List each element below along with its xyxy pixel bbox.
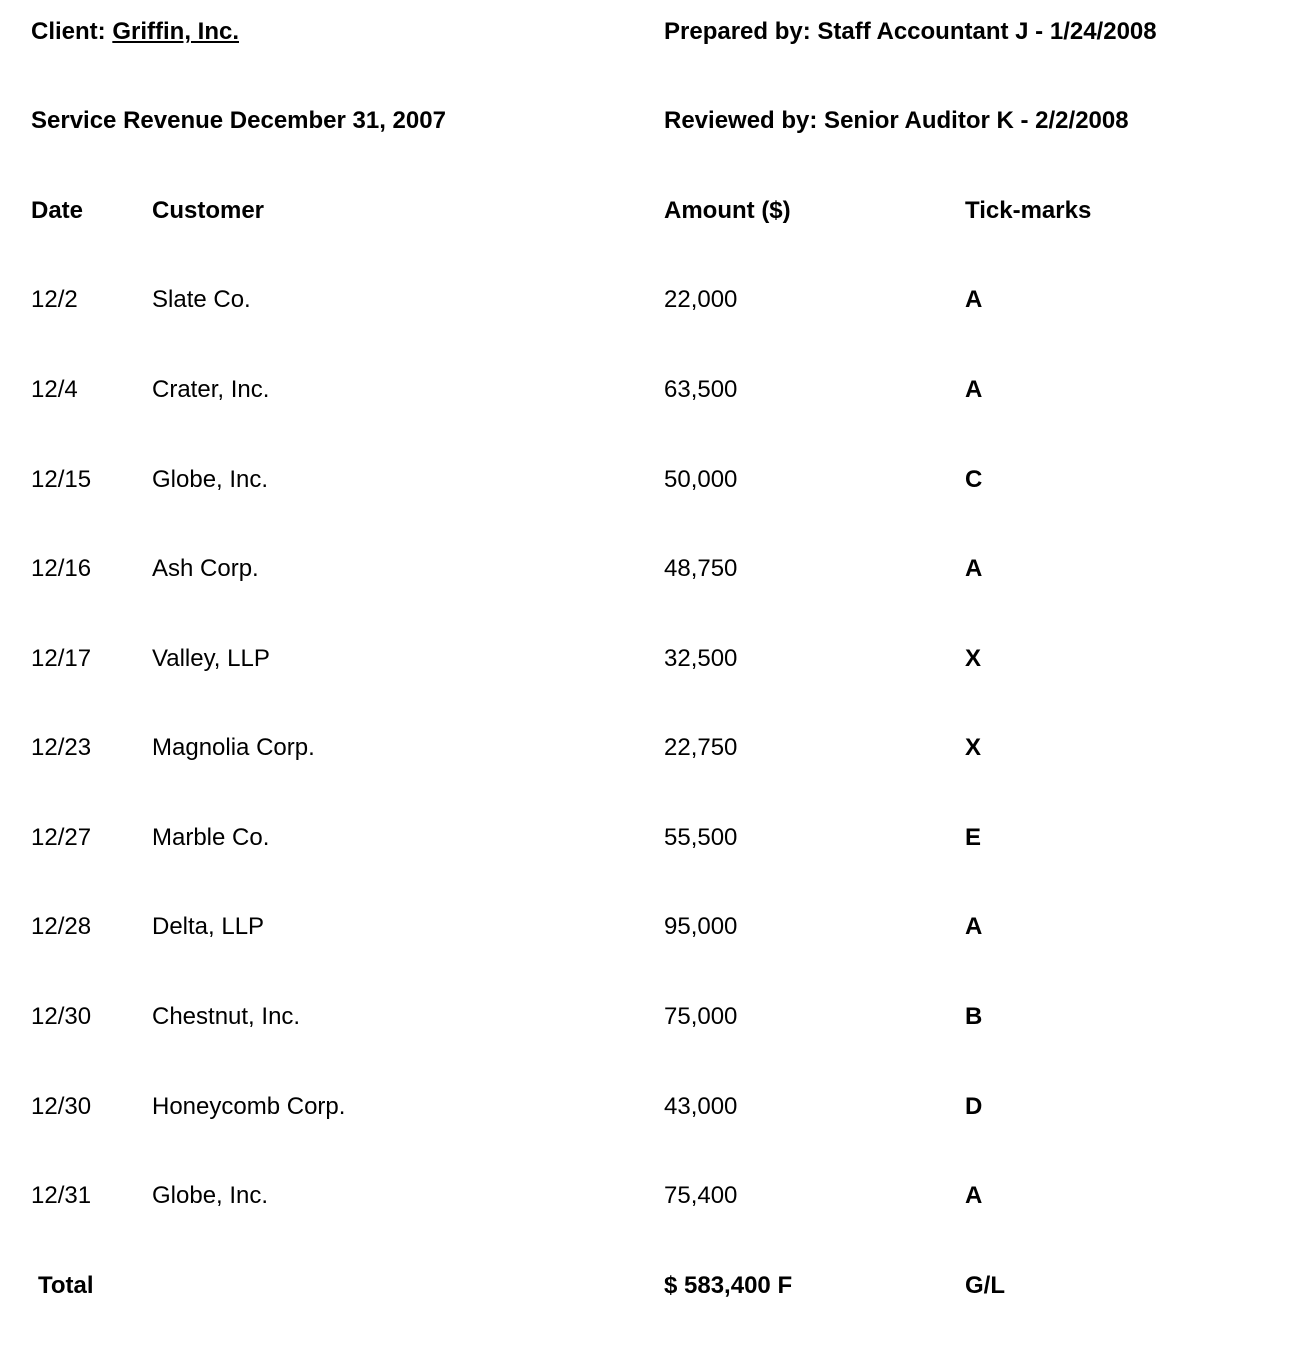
- row-date: 12/23: [31, 734, 92, 761]
- total-tickmark: G/L: [965, 1272, 1005, 1299]
- row-customer: Globe, Inc.: [152, 466, 269, 493]
- row-date: 12/15: [31, 466, 92, 493]
- row-date: 12/30: [31, 1003, 92, 1030]
- row-customer: Delta, LLP: [152, 913, 265, 940]
- client-label: Client:: [31, 18, 113, 45]
- row-tickmark: E: [965, 824, 982, 851]
- total-amount: $ 583,400 F: [664, 1272, 793, 1299]
- row-customer: Ash Corp.: [152, 555, 259, 582]
- row-amount: 75,400: [664, 1182, 738, 1209]
- client-name: Griffin, Inc.: [112, 18, 239, 45]
- row-amount: 43,000: [664, 1093, 738, 1120]
- row-tickmark: X: [965, 645, 982, 672]
- row-date: 12/31: [31, 1182, 92, 1209]
- row-amount: 48,750: [664, 555, 738, 582]
- row-tickmark: B: [965, 1003, 983, 1030]
- row-date: 12/2: [31, 286, 78, 313]
- row-customer: Chestnut, Inc.: [152, 1003, 301, 1030]
- row-tickmark: X: [965, 734, 982, 761]
- row-amount: 95,000: [664, 913, 738, 940]
- row-customer: Slate Co.: [152, 286, 251, 313]
- column-header-customer: Customer: [152, 197, 265, 224]
- row-amount: 22,750: [664, 734, 738, 761]
- column-header-date: Date: [31, 197, 84, 224]
- row-tickmark: A: [965, 1182, 983, 1209]
- row-customer: Marble Co.: [152, 824, 270, 851]
- row-customer: Valley, LLP: [152, 645, 270, 672]
- row-tickmark: A: [965, 286, 983, 313]
- row-tickmark: A: [965, 376, 983, 403]
- row-tickmark: C: [965, 466, 983, 493]
- row-date: 12/16: [31, 555, 92, 582]
- row-date: 12/27: [31, 824, 92, 851]
- row-date: 12/28: [31, 913, 92, 940]
- row-date: 12/30: [31, 1093, 92, 1120]
- row-amount: 55,500: [664, 824, 738, 851]
- total-label: Total: [38, 1272, 94, 1299]
- row-customer: Crater, Inc.: [152, 376, 270, 403]
- row-customer: Honeycomb Corp.: [152, 1093, 346, 1120]
- row-customer: Globe, Inc.: [152, 1182, 269, 1209]
- client-line: [31, 18, 239, 46]
- row-amount: 75,000: [664, 1003, 738, 1030]
- row-amount: 63,500: [664, 376, 738, 403]
- row-tickmark: D: [965, 1093, 983, 1120]
- row-customer: Magnolia Corp.: [152, 734, 315, 761]
- row-amount: 32,500: [664, 645, 738, 672]
- document-title: Service Revenue December 31, 2007: [31, 107, 446, 134]
- row-date: 12/17: [31, 645, 92, 672]
- prepared-by: Prepared by: Staff Accountant J - 1/24/2008: [664, 18, 1157, 45]
- column-header-tickmarks: Tick-marks: [965, 197, 1092, 224]
- row-date: 12/4: [31, 376, 78, 403]
- row-amount: 22,000: [664, 286, 738, 313]
- row-tickmark: A: [965, 555, 983, 582]
- row-amount: 50,000: [664, 466, 738, 493]
- reviewed-by: Reviewed by: Senior Auditor K - 2/2/2008: [664, 107, 1129, 134]
- column-header-amount: Amount ($): [664, 197, 791, 224]
- row-tickmark: A: [965, 913, 983, 940]
